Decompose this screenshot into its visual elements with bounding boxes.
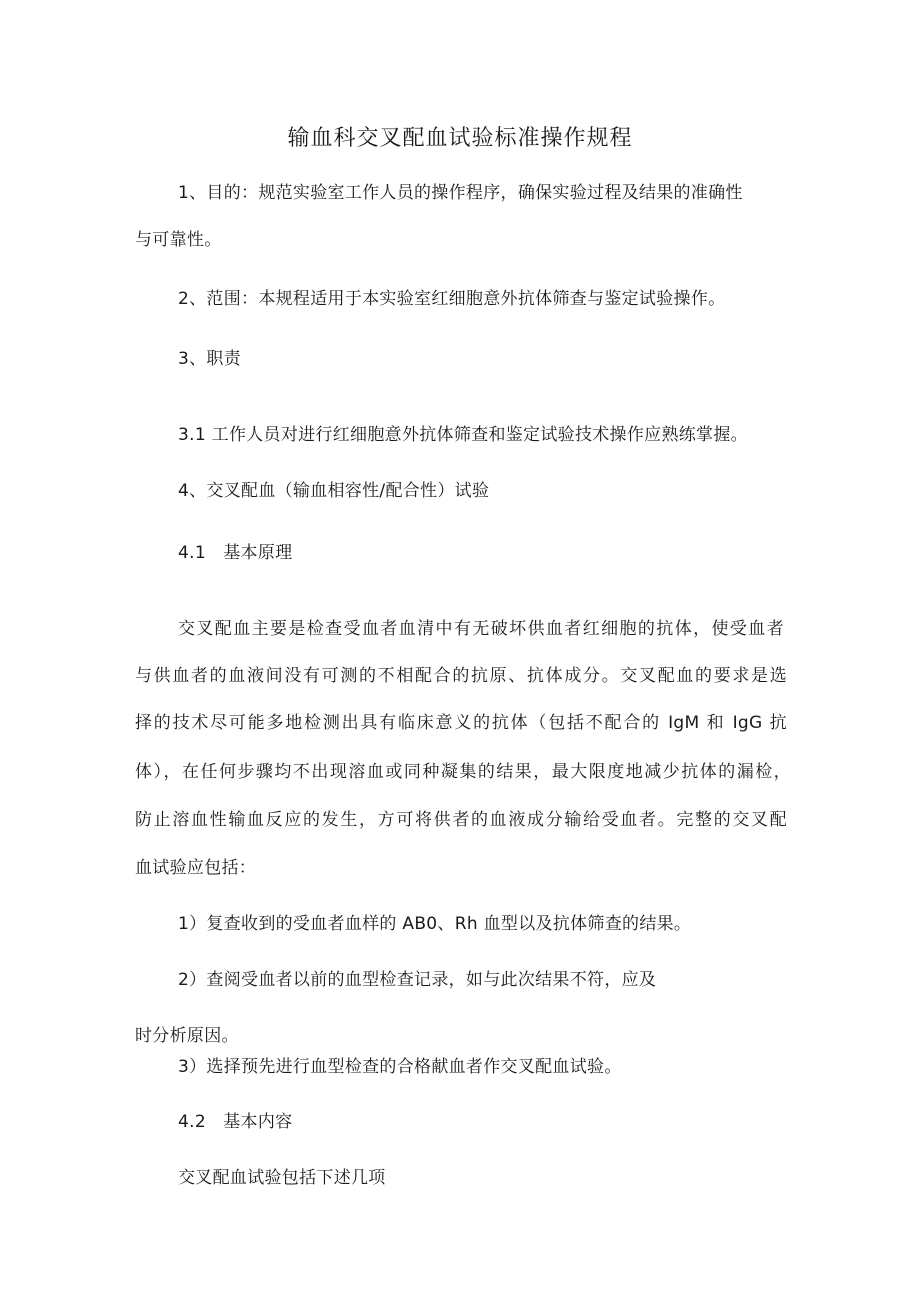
- crossmatch-heading: 4、交叉配血（输血相容性/配合性）试验: [178, 481, 490, 501]
- principle-heading: 4.1 基本原理: [178, 543, 293, 563]
- item-1: 1）复查收到的受血者血样的 AB0、Rh 血型以及抗体筛查的结果。: [178, 914, 692, 934]
- principle-line: 交叉配血主要是检查受血者血清中有无破坏供血者红细胞的抗体，使受血者: [178, 619, 784, 639]
- content-intro: 交叉配血试验包括下述几项: [178, 1168, 386, 1188]
- principle-line: 血试验应包括：: [135, 858, 257, 878]
- item-2-line-2: 时分析原因。: [135, 1026, 239, 1046]
- principle-line: 体），在任何步骤均不出现溶血或同种凝集的结果，最大限度地减少抗体的漏检，: [135, 762, 791, 782]
- purpose-line-1: 1、目的：规范实验室工作人员的操作程序，确保实验过程及结果的准确性: [178, 183, 743, 203]
- duty-3-1-paragraph: 3.1 工作人员对进行红细胞意外抗体筛查和鉴定试验技术操作应熟练掌握。: [178, 425, 748, 445]
- item-2-line-1: 2）查阅受血者以前的血型检查记录，如与此次结果不符，应及: [178, 970, 657, 990]
- principle-line: 防止溶血性输血反应的发生，方可将供者的血液成分输给受血者。完整的交叉配: [135, 810, 787, 830]
- principle-line: 与供血者的血液间没有可测的不相配合的抗原、抗体成分。交叉配血的要求是选: [135, 666, 787, 686]
- duty-heading: 3、职责: [178, 349, 242, 369]
- scope-paragraph: 2、范围：本规程适用于本实验室红细胞意外抗体筛查与鉴定试验操作。: [178, 289, 726, 309]
- document-title: 输血科交叉配血试验标准操作规程: [287, 126, 633, 151]
- principle-line: 择的技术尽可能多地检测出具有临床意义的抗体（包括不配合的 IgM 和 IgG 抗: [135, 713, 787, 733]
- purpose-line-2: 与可靠性。: [135, 230, 222, 250]
- content-heading: 4.2 基本内容: [178, 1112, 293, 1132]
- item-3: 3）选择预先进行血型检查的合格献血者作交叉配血试验。: [178, 1057, 622, 1077]
